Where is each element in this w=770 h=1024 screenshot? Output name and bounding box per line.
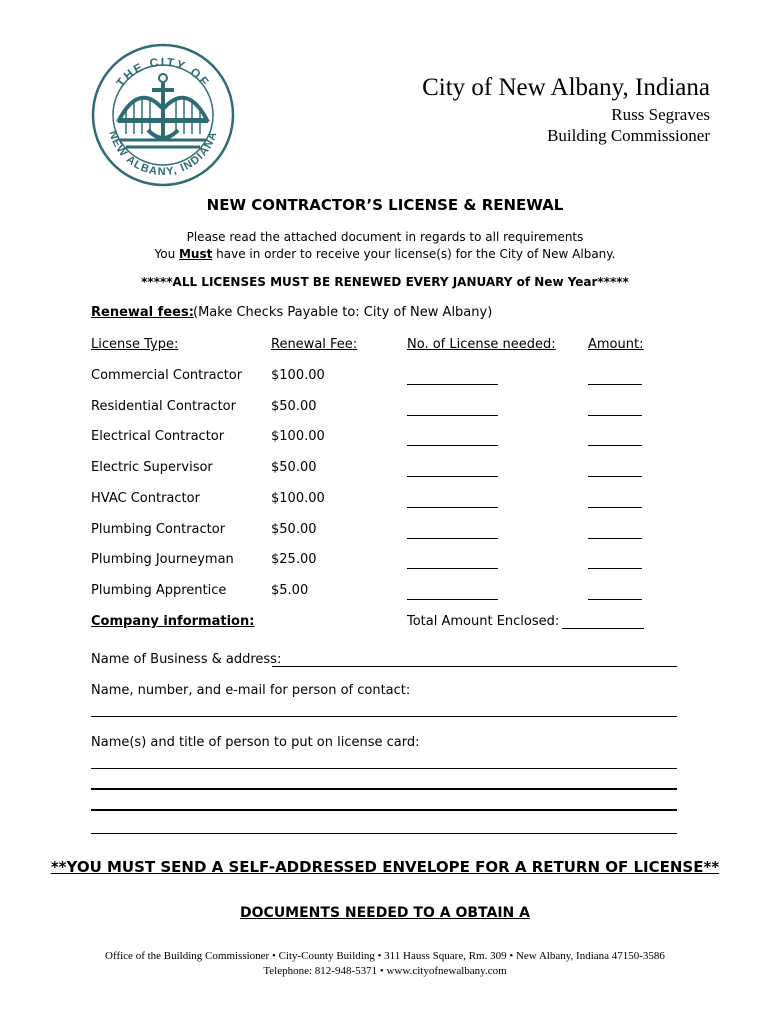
instruction-2-must: Must: [178, 247, 213, 261]
license-amount-field[interactable]: [588, 538, 642, 539]
license-fee: $100.00: [271, 368, 325, 383]
license-amount-field[interactable]: [588, 415, 642, 416]
license-card-names-field[interactable]: [91, 768, 677, 769]
license-amount-field[interactable]: [588, 507, 642, 508]
license-type: Residential Contractor: [91, 399, 236, 414]
license-count-field[interactable]: [407, 415, 498, 416]
license-fee: $100.00: [271, 429, 325, 444]
license-type: Plumbing Journeyman: [91, 552, 234, 567]
return-envelope-notice: [0, 858, 770, 876]
license-count-field[interactable]: [407, 507, 498, 508]
total-amount-label: Total Amount Enclosed:: [407, 614, 560, 629]
documents-needed-heading: [0, 905, 770, 921]
seal-bottom-text: NEW ALBANY, INDIANA: [106, 129, 220, 179]
license-card-names-field[interactable]: [91, 833, 677, 834]
commissioner-title: Building Commissioner: [547, 126, 710, 145]
commissioner-name: Russ Segraves: [611, 105, 710, 124]
license-row: [0, 552, 770, 576]
license-row: [0, 460, 770, 484]
license-row: [0, 522, 770, 546]
license-fee: $50.00: [271, 460, 317, 475]
license-card-names-label: Name(s) and title of person to put on license card:: [91, 735, 420, 750]
documents-needed-text: DOCUMENTS NEEDED TO A OBTAIN A: [240, 905, 530, 921]
license-count-field[interactable]: [407, 476, 498, 477]
return-envelope-notice-text: **YOU MUST SEND A SELF-ADDRESSED ENVELOPE FOR A RETURN OF LICENSE**: [50, 858, 720, 876]
license-row: [0, 429, 770, 453]
contact-person-field[interactable]: [91, 716, 677, 717]
city-seal-logo: [90, 42, 236, 188]
total-amount-field[interactable]: [562, 628, 644, 629]
form-title: NEW CONTRACTOR’S LICENSE & RENEWAL: [206, 196, 564, 214]
business-address-label: Name of Business & address:: [91, 652, 282, 667]
license-type: HVAC Contractor: [91, 491, 200, 506]
license-amount-field[interactable]: [588, 568, 642, 569]
column-header-license-count: No. of License needed:: [407, 337, 556, 352]
license-type: Plumbing Apprentice: [91, 583, 227, 598]
renewal-banner: *****ALL LICENSES MUST BE RENEWED EVERY JANUARY of New Year*****: [141, 275, 629, 289]
instruction-line-2: [0, 247, 770, 261]
license-count-field[interactable]: [407, 538, 498, 539]
license-row: [0, 583, 770, 607]
city-name-heading: City of New Albany, Indiana: [422, 74, 710, 101]
license-count-field[interactable]: [407, 599, 498, 600]
business-address-field[interactable]: [272, 666, 677, 667]
company-information-heading: Company information:: [91, 614, 255, 629]
license-type: Electric Supervisor: [91, 460, 213, 475]
license-row: [0, 399, 770, 423]
seal-top-text: THE CITY OF: [113, 54, 213, 90]
license-amount-field[interactable]: [588, 384, 642, 385]
license-fee: $50.00: [271, 399, 317, 414]
license-count-field[interactable]: [407, 384, 498, 385]
footer-contact: Telephone: 812-948-5371 • www.cityofnewalbany.com: [263, 965, 507, 977]
license-card-names-field[interactable]: [91, 809, 677, 811]
license-amount-field[interactable]: [588, 476, 642, 477]
instruction-line-1: Please read the attached document in regards to all requirements: [186, 230, 584, 244]
license-amount-field[interactable]: [588, 445, 642, 446]
license-type: Plumbing Contractor: [91, 522, 226, 537]
license-type: Electrical Contractor: [91, 429, 225, 444]
license-row: [0, 368, 770, 392]
renewal-fees-note: (Make Checks Payable to: City of New Albany): [193, 305, 493, 320]
license-row: [0, 491, 770, 515]
license-fee: $25.00: [271, 552, 317, 567]
license-card-names-field[interactable]: [91, 788, 677, 790]
instruction-2-post: have in order to receive your license(s) for the City of New Albany.: [212, 247, 616, 261]
license-amount-field[interactable]: [588, 599, 642, 600]
contact-person-label: Name, number, and e-mail for person of contact:: [91, 683, 411, 698]
license-fee: $50.00: [271, 522, 317, 537]
instruction-2-pre: You: [154, 247, 179, 261]
license-type: Commercial Contractor: [91, 368, 243, 383]
license-fee: $100.00: [271, 491, 325, 506]
footer-address: Office of the Building Commissioner • City-County Building • 311 Hauss Square, Rm. 309 • New Albany, Indiana 47150-3586: [105, 950, 665, 962]
renewal-fees-label: Renewal fees:: [91, 305, 194, 320]
license-count-field[interactable]: [407, 568, 498, 569]
license-count-field[interactable]: [407, 445, 498, 446]
column-header-amount: Amount:: [588, 337, 644, 352]
column-header-license-type: License Type:: [91, 337, 179, 352]
license-fee: $5.00: [271, 583, 309, 598]
column-header-renewal-fee: Renewal Fee:: [271, 337, 358, 352]
